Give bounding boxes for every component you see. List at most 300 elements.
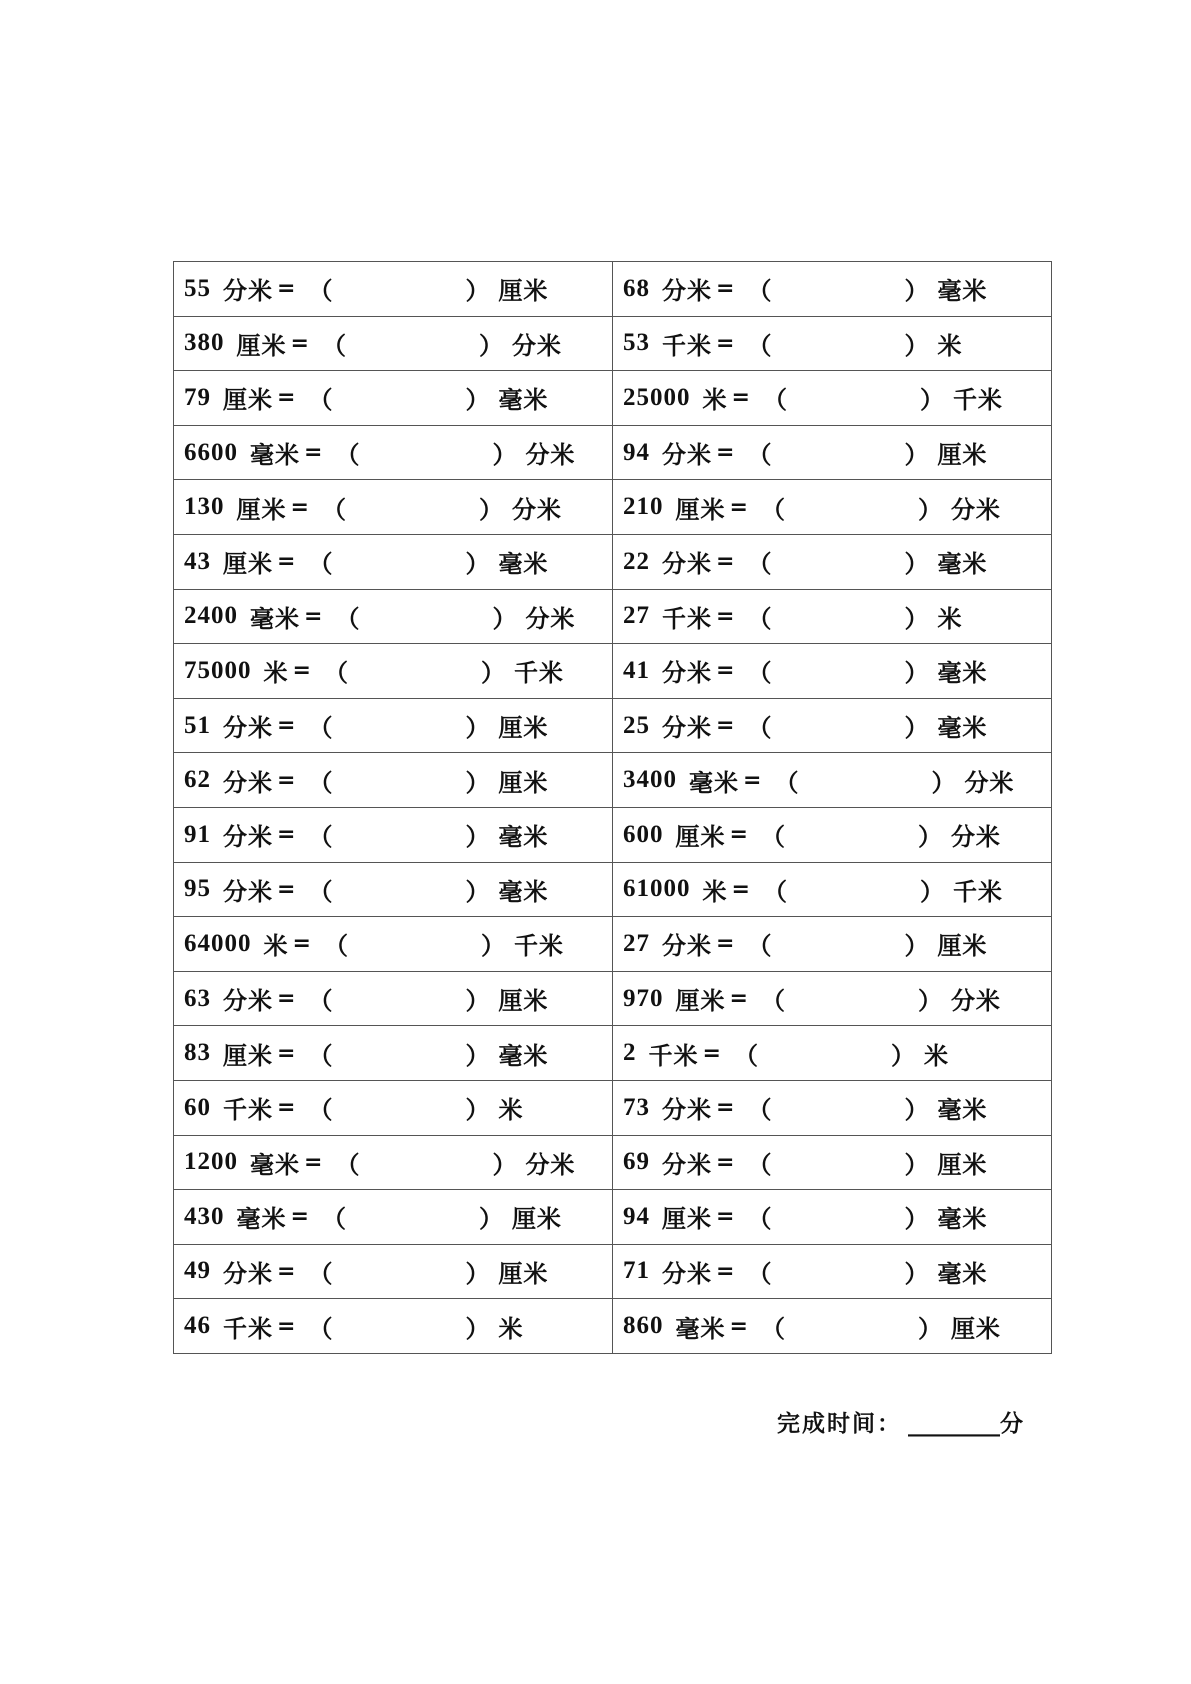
close-paren: ） bbox=[465, 987, 491, 1016]
worksheet-body bbox=[174, 262, 1052, 1354]
answer-blank[interactable] bbox=[347, 1203, 479, 1231]
target-unit: 厘米 bbox=[937, 1150, 988, 1179]
completion-time-blank[interactable]: ________ bbox=[908, 1411, 1000, 1437]
open-paren: （ bbox=[308, 1096, 334, 1125]
open-paren: （ bbox=[308, 1041, 334, 1070]
close-paren: ） bbox=[904, 277, 930, 306]
equals-sign: = bbox=[716, 1149, 736, 1175]
worksheet-row bbox=[174, 862, 1052, 917]
open-paren: （ bbox=[308, 768, 334, 797]
open-paren: （ bbox=[747, 1205, 773, 1234]
problem-value: 27 bbox=[623, 602, 650, 630]
conversion-problem bbox=[184, 981, 612, 1016]
source-unit: 分米 bbox=[223, 714, 273, 743]
answer-blank[interactable] bbox=[333, 548, 465, 576]
answer-blank[interactable] bbox=[360, 1148, 492, 1176]
problem-cell-right bbox=[613, 644, 1052, 699]
problem-value: 41 bbox=[623, 656, 650, 684]
source-unit: 分米 bbox=[223, 823, 273, 852]
answer-blank[interactable] bbox=[772, 657, 904, 685]
close-paren: ） bbox=[931, 768, 957, 797]
open-paren: （ bbox=[308, 714, 334, 743]
open-paren: （ bbox=[762, 877, 788, 906]
answer-blank[interactable] bbox=[772, 712, 904, 740]
answer-blank[interactable] bbox=[349, 930, 481, 958]
problem-cell-left bbox=[174, 1026, 613, 1081]
open-paren: （ bbox=[308, 550, 334, 579]
target-unit: 厘米 bbox=[937, 932, 988, 961]
source-unit: 分米 bbox=[223, 277, 273, 306]
problem-value: 380 bbox=[184, 329, 225, 357]
answer-blank[interactable] bbox=[772, 275, 904, 303]
problem-cell-right bbox=[613, 807, 1052, 862]
open-paren: （ bbox=[760, 1314, 786, 1343]
close-paren: ） bbox=[904, 1259, 930, 1288]
conversion-problem bbox=[623, 926, 1051, 961]
conversion-problem bbox=[184, 1036, 612, 1071]
completion-time-label: 完成时间： bbox=[777, 1411, 902, 1437]
target-unit: 厘米 bbox=[498, 277, 549, 306]
worksheet-row bbox=[174, 534, 1052, 589]
source-unit: 厘米 bbox=[675, 987, 726, 1016]
answer-blank[interactable] bbox=[786, 1312, 918, 1340]
problem-cell-right bbox=[613, 1244, 1052, 1299]
close-paren: ） bbox=[465, 550, 491, 579]
open-paren: （ bbox=[308, 877, 334, 906]
problem-cell-left bbox=[174, 589, 613, 644]
conversion-problem bbox=[623, 1036, 1051, 1071]
problem-value: 79 bbox=[184, 383, 211, 411]
problem-value: 73 bbox=[623, 1093, 650, 1121]
target-unit: 分米 bbox=[950, 987, 1001, 1016]
answer-blank[interactable] bbox=[772, 1094, 904, 1122]
open-paren: （ bbox=[308, 823, 334, 852]
conversion-problem bbox=[184, 708, 612, 743]
target-unit: 千米 bbox=[952, 877, 1003, 906]
problem-value: 71 bbox=[623, 1257, 650, 1285]
open-paren: （ bbox=[335, 604, 361, 633]
close-paren: ） bbox=[465, 1314, 491, 1343]
conversion-worksheet-table bbox=[173, 261, 1052, 1354]
conversion-problem bbox=[623, 599, 1051, 634]
problem-cell-left bbox=[174, 862, 613, 917]
source-unit: 米 bbox=[702, 877, 728, 906]
close-paren: ） bbox=[904, 604, 930, 633]
completion-time-footer bbox=[777, 1405, 1025, 1438]
equals-sign: = bbox=[716, 549, 736, 575]
source-unit: 米 bbox=[263, 659, 289, 688]
problem-cell-right bbox=[613, 262, 1052, 317]
problem-cell-right bbox=[613, 753, 1052, 808]
source-unit: 分米 bbox=[662, 659, 712, 688]
worksheet-row bbox=[174, 1080, 1052, 1135]
problem-cell-right bbox=[613, 862, 1052, 917]
target-unit: 毫米 bbox=[937, 659, 988, 688]
problem-value: 43 bbox=[184, 547, 211, 575]
equals-sign: = bbox=[731, 385, 751, 411]
conversion-problem bbox=[184, 435, 612, 470]
conversion-problem bbox=[623, 326, 1051, 361]
equals-sign: = bbox=[731, 876, 751, 902]
problem-cell-right bbox=[613, 1135, 1052, 1190]
answer-blank[interactable] bbox=[772, 329, 904, 357]
source-unit: 厘米 bbox=[236, 331, 287, 360]
open-paren: （ bbox=[747, 659, 773, 688]
problem-cell-left bbox=[174, 316, 613, 371]
answer-blank[interactable] bbox=[360, 439, 492, 467]
close-paren: ） bbox=[904, 1096, 930, 1125]
equals-sign: = bbox=[716, 603, 736, 629]
conversion-problem bbox=[184, 653, 612, 688]
source-unit: 分米 bbox=[223, 768, 273, 797]
close-paren: ） bbox=[904, 1150, 930, 1179]
open-paren: （ bbox=[335, 1150, 361, 1179]
answer-blank[interactable] bbox=[786, 985, 918, 1013]
target-unit: 分米 bbox=[525, 604, 576, 633]
problem-value: 75000 bbox=[184, 656, 252, 684]
problem-value: 49 bbox=[184, 1257, 211, 1285]
close-paren: ） bbox=[919, 386, 945, 415]
problem-value: 83 bbox=[184, 1039, 211, 1067]
equals-sign: = bbox=[277, 876, 297, 902]
worksheet-row bbox=[174, 971, 1052, 1026]
equals-sign: = bbox=[277, 986, 297, 1012]
source-unit: 分米 bbox=[223, 1259, 273, 1288]
open-paren: （ bbox=[335, 441, 361, 470]
target-unit: 米 bbox=[498, 1096, 524, 1125]
source-unit: 毫米 bbox=[689, 768, 739, 797]
target-unit: 毫米 bbox=[498, 823, 549, 852]
problem-value: 63 bbox=[184, 984, 211, 1012]
problem-cell-right bbox=[613, 425, 1052, 480]
close-paren: ） bbox=[465, 277, 491, 306]
problem-cell-left bbox=[174, 371, 613, 426]
close-paren: ） bbox=[465, 1259, 491, 1288]
close-paren: ） bbox=[917, 1314, 943, 1343]
answer-blank[interactable] bbox=[772, 439, 904, 467]
target-unit: 厘米 bbox=[498, 714, 549, 743]
worksheet-row bbox=[174, 917, 1052, 972]
equals-sign: = bbox=[729, 494, 749, 520]
problem-cell-left bbox=[174, 262, 613, 317]
answer-blank[interactable] bbox=[786, 493, 918, 521]
worksheet-row bbox=[174, 644, 1052, 699]
worksheet-row bbox=[174, 807, 1052, 862]
answer-blank[interactable] bbox=[788, 384, 920, 412]
open-paren: （ bbox=[308, 1259, 334, 1288]
close-paren: ） bbox=[917, 495, 943, 524]
close-paren: ） bbox=[465, 823, 491, 852]
target-unit: 米 bbox=[937, 331, 963, 360]
target-unit: 厘米 bbox=[498, 1259, 549, 1288]
target-unit: 厘米 bbox=[511, 1205, 562, 1234]
problem-value: 62 bbox=[184, 766, 211, 794]
source-unit: 米 bbox=[263, 932, 289, 961]
answer-blank[interactable] bbox=[772, 602, 904, 630]
problem-value: 600 bbox=[623, 820, 664, 848]
problem-cell-right bbox=[613, 589, 1052, 644]
answer-blank[interactable] bbox=[360, 602, 492, 630]
source-unit: 分米 bbox=[662, 1259, 712, 1288]
answer-blank[interactable] bbox=[799, 766, 931, 794]
close-paren: ） bbox=[904, 932, 930, 961]
open-paren: （ bbox=[747, 1259, 773, 1288]
problem-cell-left bbox=[174, 807, 613, 862]
close-paren: ） bbox=[904, 714, 930, 743]
problem-cell-right bbox=[613, 1299, 1052, 1354]
source-unit: 厘米 bbox=[662, 1205, 712, 1234]
equals-sign: = bbox=[292, 931, 312, 957]
problem-value: 94 bbox=[623, 1202, 650, 1230]
source-unit: 厘米 bbox=[223, 386, 273, 415]
problem-cell-left bbox=[174, 425, 613, 480]
open-paren: （ bbox=[747, 277, 773, 306]
source-unit: 分米 bbox=[662, 277, 712, 306]
source-unit: 分米 bbox=[662, 714, 712, 743]
conversion-problem bbox=[184, 1199, 612, 1234]
problem-value: 91 bbox=[184, 820, 211, 848]
answer-blank[interactable] bbox=[333, 985, 465, 1013]
problem-value: 22 bbox=[623, 547, 650, 575]
answer-blank[interactable] bbox=[333, 875, 465, 903]
problem-value: 2 bbox=[623, 1039, 637, 1067]
open-paren: （ bbox=[747, 1096, 773, 1125]
open-paren: （ bbox=[774, 768, 800, 797]
problem-value: 130 bbox=[184, 493, 225, 521]
conversion-problem bbox=[623, 490, 1051, 525]
close-paren: ） bbox=[492, 441, 518, 470]
equals-sign: = bbox=[304, 1149, 324, 1175]
open-paren: （ bbox=[321, 1205, 347, 1234]
problem-value: 210 bbox=[623, 493, 664, 521]
answer-blank[interactable] bbox=[772, 1203, 904, 1231]
equals-sign: = bbox=[743, 767, 763, 793]
source-unit: 分米 bbox=[662, 441, 712, 470]
conversion-problem bbox=[184, 817, 612, 852]
target-unit: 毫米 bbox=[498, 386, 549, 415]
open-paren: （ bbox=[747, 550, 773, 579]
answer-blank[interactable] bbox=[772, 1148, 904, 1176]
conversion-problem bbox=[623, 763, 1051, 798]
equals-sign: = bbox=[277, 1258, 297, 1284]
completion-time-unit: 分 bbox=[1000, 1411, 1025, 1437]
answer-blank[interactable] bbox=[333, 1039, 465, 1067]
problem-value: 95 bbox=[184, 875, 211, 903]
equals-sign: = bbox=[277, 1095, 297, 1121]
source-unit: 毫米 bbox=[250, 604, 300, 633]
answer-blank[interactable] bbox=[333, 275, 465, 303]
source-unit: 毫米 bbox=[675, 1314, 726, 1343]
worksheet-row bbox=[174, 480, 1052, 535]
source-unit: 分米 bbox=[223, 987, 273, 1016]
open-paren: （ bbox=[308, 987, 334, 1016]
conversion-problem bbox=[184, 380, 612, 415]
target-unit: 毫米 bbox=[937, 1096, 988, 1125]
problem-cell-left bbox=[174, 644, 613, 699]
answer-blank[interactable] bbox=[772, 548, 904, 576]
target-unit: 毫米 bbox=[498, 550, 549, 579]
equals-sign: = bbox=[716, 713, 736, 739]
open-paren: （ bbox=[760, 495, 786, 524]
answer-blank[interactable] bbox=[333, 384, 465, 412]
open-paren: （ bbox=[323, 659, 349, 688]
target-unit: 千米 bbox=[513, 659, 564, 688]
conversion-problem bbox=[623, 380, 1051, 415]
conversion-problem bbox=[623, 1090, 1051, 1125]
source-unit: 毫米 bbox=[250, 1150, 300, 1179]
open-paren: （ bbox=[760, 823, 786, 852]
close-paren: ） bbox=[890, 1041, 916, 1070]
open-paren: （ bbox=[308, 277, 334, 306]
problem-value: 860 bbox=[623, 1312, 664, 1340]
equals-sign: = bbox=[290, 1204, 310, 1230]
source-unit: 厘米 bbox=[223, 1041, 273, 1070]
target-unit: 分米 bbox=[525, 1150, 576, 1179]
open-paren: （ bbox=[323, 932, 349, 961]
close-paren: ） bbox=[465, 1041, 491, 1070]
equals-sign: = bbox=[277, 822, 297, 848]
source-unit: 厘米 bbox=[675, 495, 726, 524]
target-unit: 分米 bbox=[511, 495, 562, 524]
answer-blank[interactable] bbox=[349, 657, 481, 685]
answer-blank[interactable] bbox=[333, 1094, 465, 1122]
open-paren: （ bbox=[308, 386, 334, 415]
target-unit: 分米 bbox=[525, 441, 576, 470]
target-unit: 米 bbox=[923, 1041, 949, 1070]
problem-cell-left bbox=[174, 480, 613, 535]
problem-value: 64000 bbox=[184, 929, 252, 957]
equals-sign: = bbox=[290, 494, 310, 520]
conversion-problem bbox=[623, 1254, 1051, 1289]
problem-cell-left bbox=[174, 753, 613, 808]
source-unit: 毫米 bbox=[236, 1205, 287, 1234]
problem-value: 430 bbox=[184, 1202, 225, 1230]
open-paren: （ bbox=[308, 1314, 334, 1343]
equals-sign: = bbox=[277, 713, 297, 739]
close-paren: ） bbox=[465, 714, 491, 743]
problem-cell-right bbox=[613, 1190, 1052, 1245]
target-unit: 分米 bbox=[950, 823, 1001, 852]
equals-sign: = bbox=[716, 276, 736, 302]
target-unit: 分米 bbox=[950, 495, 1001, 524]
equals-sign: = bbox=[729, 822, 749, 848]
equals-sign: = bbox=[290, 330, 310, 356]
problem-cell-right bbox=[613, 316, 1052, 371]
problem-cell-right bbox=[613, 917, 1052, 972]
open-paren: （ bbox=[747, 714, 773, 743]
worksheet-row bbox=[174, 1244, 1052, 1299]
target-unit: 毫米 bbox=[937, 1259, 988, 1288]
source-unit: 毫米 bbox=[250, 441, 300, 470]
close-paren: ） bbox=[492, 604, 518, 633]
problem-cell-right bbox=[613, 1026, 1052, 1081]
answer-blank[interactable] bbox=[333, 1312, 465, 1340]
open-paren: （ bbox=[760, 987, 786, 1016]
equals-sign: = bbox=[277, 767, 297, 793]
worksheet-row bbox=[174, 1135, 1052, 1190]
problem-value: 3400 bbox=[623, 766, 677, 794]
conversion-problem bbox=[184, 1254, 612, 1289]
problem-cell-right bbox=[613, 971, 1052, 1026]
target-unit: 厘米 bbox=[498, 987, 549, 1016]
source-unit: 厘米 bbox=[223, 550, 273, 579]
close-paren: ） bbox=[919, 877, 945, 906]
close-paren: ） bbox=[465, 768, 491, 797]
answer-blank[interactable] bbox=[333, 766, 465, 794]
equals-sign: = bbox=[716, 658, 736, 684]
equals-sign: = bbox=[716, 1204, 736, 1230]
source-unit: 厘米 bbox=[675, 823, 726, 852]
answer-blank[interactable] bbox=[347, 329, 479, 357]
target-unit: 毫米 bbox=[498, 877, 549, 906]
target-unit: 米 bbox=[498, 1314, 524, 1343]
equals-sign: = bbox=[277, 549, 297, 575]
equals-sign: = bbox=[304, 603, 324, 629]
equals-sign: = bbox=[277, 1313, 297, 1339]
target-unit: 厘米 bbox=[937, 441, 988, 470]
problem-value: 46 bbox=[184, 1312, 211, 1340]
problem-value: 25 bbox=[623, 711, 650, 739]
worksheet-row bbox=[174, 698, 1052, 753]
equals-sign: = bbox=[277, 1040, 297, 1066]
answer-blank[interactable] bbox=[333, 1257, 465, 1285]
target-unit: 分米 bbox=[511, 331, 562, 360]
open-paren: （ bbox=[747, 932, 773, 961]
conversion-problem bbox=[623, 872, 1051, 907]
worksheet-row bbox=[174, 425, 1052, 480]
conversion-problem bbox=[184, 872, 612, 907]
source-unit: 分米 bbox=[662, 550, 712, 579]
problem-value: 2400 bbox=[184, 602, 238, 630]
answer-blank[interactable] bbox=[788, 875, 920, 903]
open-paren: （ bbox=[733, 1041, 759, 1070]
conversion-problem bbox=[623, 981, 1051, 1016]
source-unit: 米 bbox=[702, 386, 728, 415]
answer-blank[interactable] bbox=[786, 821, 918, 849]
problem-cell-left bbox=[174, 1244, 613, 1299]
conversion-problem bbox=[623, 708, 1051, 743]
answer-blank[interactable] bbox=[772, 930, 904, 958]
worksheet-row bbox=[174, 262, 1052, 317]
worksheet-row bbox=[174, 753, 1052, 808]
close-paren: ） bbox=[465, 1096, 491, 1125]
equals-sign: = bbox=[716, 1095, 736, 1121]
problem-value: 53 bbox=[623, 329, 650, 357]
conversion-problem bbox=[623, 1199, 1051, 1234]
open-paren: （ bbox=[747, 1150, 773, 1179]
problem-cell-right bbox=[613, 480, 1052, 535]
close-paren: ） bbox=[480, 932, 506, 961]
answer-blank[interactable] bbox=[347, 493, 479, 521]
problem-cell-left bbox=[174, 534, 613, 589]
worksheet-row bbox=[174, 1299, 1052, 1354]
conversion-problem bbox=[184, 926, 612, 961]
answer-blank[interactable] bbox=[333, 821, 465, 849]
target-unit: 千米 bbox=[513, 932, 564, 961]
close-paren: ） bbox=[480, 659, 506, 688]
answer-blank[interactable] bbox=[772, 1257, 904, 1285]
target-unit: 千米 bbox=[952, 386, 1003, 415]
problem-value: 970 bbox=[623, 984, 664, 1012]
target-unit: 米 bbox=[937, 604, 963, 633]
problem-cell-right bbox=[613, 534, 1052, 589]
close-paren: ） bbox=[904, 659, 930, 688]
equals-sign: = bbox=[292, 658, 312, 684]
equals-sign: = bbox=[716, 330, 736, 356]
answer-blank[interactable] bbox=[333, 712, 465, 740]
close-paren: ） bbox=[478, 495, 504, 524]
answer-blank[interactable] bbox=[759, 1039, 891, 1067]
